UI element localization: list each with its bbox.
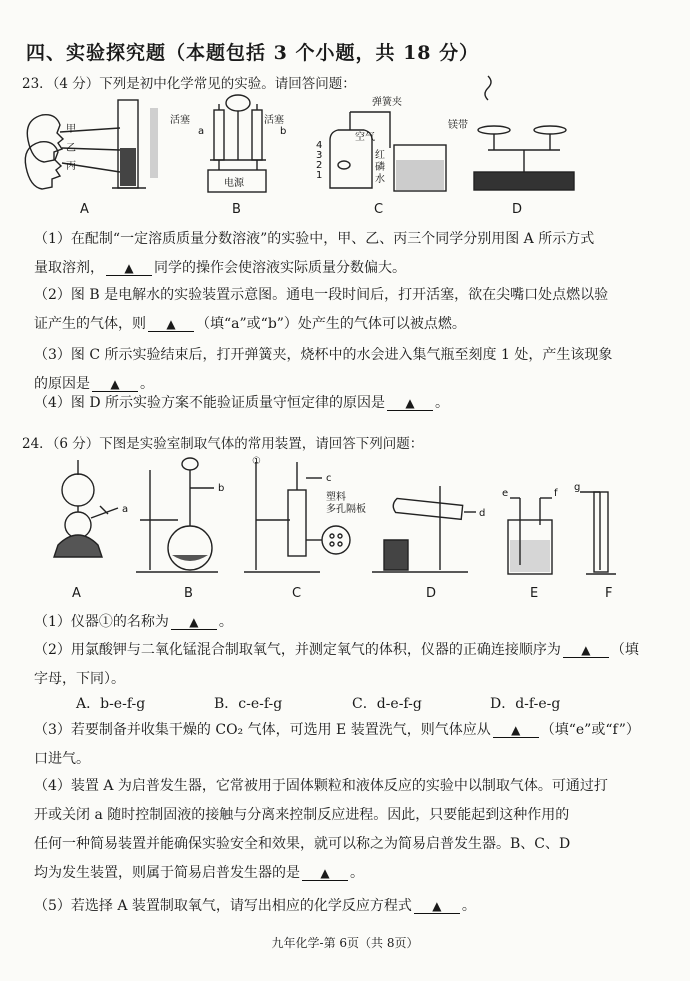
label-plate-2: 多孔隔板 <box>326 504 366 515</box>
label-mark-1: 1 <box>316 170 323 181</box>
section-title: 四、实验探究题（本题包括 3 个小题，共 18 分） <box>26 42 480 64</box>
answer-blank[interactable]: ▲ <box>387 396 433 411</box>
answer-blank[interactable]: ▲ <box>563 643 609 658</box>
label-bing: 丙 <box>66 161 76 172</box>
caption-23-b: B <box>232 202 241 217</box>
label-24-e: e <box>502 488 509 499</box>
label-phosphorus: 磷 <box>375 162 385 173</box>
label-mark-3: 3 <box>316 150 323 161</box>
q24-part3-line2: 口进气。 <box>34 751 90 767</box>
answer-blank[interactable]: ▲ <box>106 261 152 276</box>
q23-part2-line1: （2）图 B 是电解水的实验装置示意图。通电一段时间后，打开活塞，欲在尖嘴口处点燃以验 <box>34 287 609 303</box>
q23-part3-line2: 的原因是 ▲ 。 <box>34 376 154 392</box>
figure-b-flask <box>136 458 218 572</box>
caption-23-a: A <box>80 202 89 217</box>
q24-part3 <box>34 716 664 774</box>
option-a[interactable]: A．b-e-f-g <box>76 696 146 712</box>
label-mg: 镁带 <box>448 120 468 131</box>
label-water: 水 <box>375 174 385 185</box>
label-plate-1: 塑料 <box>326 492 346 503</box>
option-d[interactable]: D．d-f-e-g <box>490 696 561 712</box>
q24-part4 <box>34 772 664 888</box>
q24-part5-line1: （5）若选择 A 装置制取氧气，请写出相应的化学反应方程式 ▲ 。 <box>34 898 476 914</box>
label-red: 红 <box>375 150 385 161</box>
label-jia: 甲 <box>66 124 76 135</box>
figure-a-kipp <box>54 460 118 557</box>
q24-part2 <box>34 636 664 694</box>
q23-header: 23．（4 分）下列是初中化学常见的实验。请回答问题： <box>22 76 356 92</box>
q23-part1-line2: 量取溶剂， ▲ 同学的操作会使溶液实际质量分数偏大。 <box>34 260 406 276</box>
q24-part1 <box>34 608 664 637</box>
q24-part1-line1: （1）仪器①的名称为 ▲ 。 <box>34 614 233 630</box>
q23-part2-line2: 证产生的气体，则 ▲ （填“a”或“b”）处产生的气体可以被点燃。 <box>34 316 466 332</box>
q24-part4-line3: 任何一种简易装置并能确保实验安全和效果，就可以称之为简易启普发生器。B、C、D <box>34 836 571 852</box>
label-24-d: d <box>479 508 486 519</box>
figure-f-cylinder <box>580 492 616 574</box>
q24-part3-line1: （3）若要制备并收集干燥的 CO₂ 气体，可选用 E 装置洗气，则气体应从 ▲ （填“e”或“f”） <box>34 722 640 738</box>
answer-blank[interactable]: ▲ <box>414 899 460 914</box>
label-24-g: g <box>574 482 581 493</box>
caption-23-c: C <box>374 202 384 217</box>
q24-part2-line2: 字母，下同）。 <box>34 671 125 687</box>
caption-24-f: F <box>605 586 613 601</box>
label-24-a: a <box>122 504 129 515</box>
q24-part4-line2: 开或关闭 a 随时控制固液的接触与分离来控制反应进程。因此，只要能起到这种作用的 <box>34 807 570 823</box>
label-power: 电源 <box>224 178 244 189</box>
answer-blank[interactable]: ▲ <box>92 377 138 392</box>
caption-23-d: D <box>512 202 523 217</box>
q24-options <box>76 693 636 713</box>
label-24-b: b <box>218 483 225 494</box>
q23-part4-line1: （4）图 D 所示实验方案不能验证质量守恒定律的原因是 ▲ 。 <box>34 395 450 411</box>
label-mark-2: 2 <box>316 160 323 171</box>
q24-header: 24．（6 分）下图是实验室制取气体的常用装置，请回答下列问题： <box>22 436 424 452</box>
label-b-a: a <box>198 126 205 137</box>
figure-d-heating <box>372 486 476 572</box>
q23-part1-line1: （1）在配制“一定溶质质量分数溶液”的实验中，甲、乙、丙三个同学分别用图 A 所示方式 <box>34 231 595 247</box>
caption-24-d: D <box>426 586 437 601</box>
answer-blank[interactable]: ▲ <box>302 866 348 881</box>
caption-24-c: C <box>292 586 302 601</box>
label-air: 空气 <box>355 132 375 143</box>
label-24-c: c <box>326 473 332 484</box>
q24-part4-line1: （4）装置 A 为启普发生器，它常被用于固体颗粒和液体反应的实验中以制取气体。可通过打 <box>34 778 608 794</box>
label-24-f: f <box>554 488 558 499</box>
label-yi: 乙 <box>66 143 76 154</box>
label-b-b: b <box>280 126 287 137</box>
option-b[interactable]: B．c-e-f-g <box>214 696 283 712</box>
answer-blank[interactable]: ▲ <box>171 615 217 630</box>
answer-blank[interactable]: ▲ <box>493 723 539 738</box>
option-c[interactable]: C．d-e-f-g <box>352 696 422 712</box>
q23-part3-line1: （3）图 C 所示实验结束后，打开弹簧夹，烧杯中的水会进入集气瓶至刻度 1 处，产生该现象 <box>34 347 613 363</box>
label-mark-4: 4 <box>316 140 323 151</box>
q24-part5 <box>34 892 664 921</box>
label-piston-right: 活塞 <box>264 115 284 126</box>
label-24-circle1: ① <box>252 456 261 467</box>
caption-24-e: E <box>530 586 539 601</box>
answer-blank[interactable]: ▲ <box>148 317 194 332</box>
label-piston-left: 活塞 <box>170 115 190 126</box>
q24-part4-line4: 均为发生装置，则属于简易启普发生器的是 ▲ 。 <box>34 865 364 881</box>
caption-24-a: A <box>72 586 81 601</box>
page-footer: 九年化学-第 6页（共 8页） <box>271 936 419 950</box>
q24-part2-line1: （2）用氯酸钾与二氧化锰混合制取氧气，并测定氧气的体积，仪器的正确连接顺序为 ▲ （填 <box>34 642 639 658</box>
figure-c-porous-plate <box>244 462 350 572</box>
label-clip: 弹簧夹 <box>372 97 402 108</box>
figure-e-wash-bottle <box>508 498 552 574</box>
caption-24-b: B <box>184 586 193 601</box>
